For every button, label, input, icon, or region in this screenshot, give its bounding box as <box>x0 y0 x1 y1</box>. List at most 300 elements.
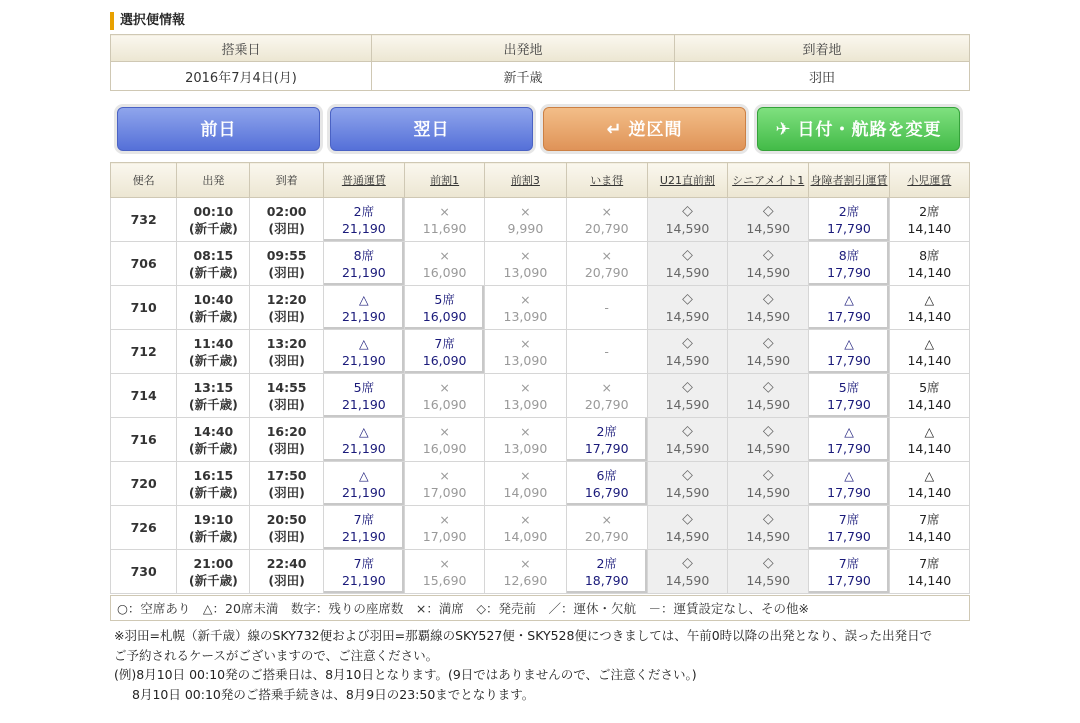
fare-price: 18,790 <box>584 572 629 588</box>
fare-price: 16,790 <box>584 484 629 500</box>
fare-price: 21,190 <box>341 572 386 588</box>
fare-cell <box>728 242 809 286</box>
column-header[interactable]: 普通運賃 <box>323 163 404 198</box>
fare-cell <box>405 462 485 506</box>
seat-status: × <box>601 511 612 527</box>
seat-status: 2席 <box>596 423 617 439</box>
note-line: 8月10日 00:10発のご搭乗手続きは、8月9日の23:50までとなります。 <box>132 686 535 702</box>
seat-status: × <box>520 511 531 527</box>
seat-status: △ <box>359 291 369 307</box>
arrival-time <box>250 286 323 330</box>
fare-price: 14,590 <box>746 220 791 236</box>
departure-time <box>177 374 250 418</box>
fare-cell <box>647 330 727 374</box>
seat-status: 5席 <box>353 379 375 395</box>
fare-cell[interactable] <box>323 374 404 418</box>
arrival-time <box>250 198 323 242</box>
fare-price: 21,190 <box>341 484 386 500</box>
seat-status: × <box>520 379 531 395</box>
time-value: 22:40 <box>266 555 307 571</box>
fare-price: 16,090 <box>422 352 467 368</box>
fare-cell[interactable] <box>566 550 647 594</box>
fare-cell <box>889 198 969 242</box>
fare-cell[interactable] <box>809 242 889 286</box>
fare-price: 17,790 <box>827 352 871 368</box>
flight-number: 726 <box>111 506 177 550</box>
fare-price: 20,790 <box>584 396 629 412</box>
fare-price: 14,590 <box>665 484 710 500</box>
seat-status: ◇ <box>682 334 693 351</box>
fare-cell[interactable] <box>323 506 404 550</box>
flight-row <box>111 506 970 550</box>
seat-status: △ <box>844 335 854 351</box>
fare-cell <box>647 242 727 286</box>
airport-name: (新千歳) <box>188 572 238 588</box>
seat-status: ◇ <box>762 290 774 307</box>
fare-price: 21,190 <box>341 440 386 456</box>
flight-number: 730 <box>111 550 177 594</box>
fare-price: 17,790 <box>584 440 629 456</box>
fare-price: 17,090 <box>422 484 467 500</box>
note-line: ご予約されるケースがございますので、ご注意ください。 <box>114 647 439 663</box>
fare-cell <box>566 286 647 330</box>
seat-status: × <box>520 423 531 439</box>
seat-status: × <box>601 379 612 395</box>
fare-cell <box>728 462 809 506</box>
seat-status: 7席 <box>353 555 375 571</box>
airport-name: (新千歳) <box>188 220 238 236</box>
fare-price: 16,090 <box>422 440 467 456</box>
fare-price: 14,140 <box>907 396 952 412</box>
fare-cell <box>566 242 647 286</box>
info-header-destination: 到着地 <box>675 35 970 62</box>
fare-cell <box>485 286 566 330</box>
fare-cell <box>728 198 809 242</box>
next-day-button[interactable] <box>330 107 533 151</box>
column-header[interactable]: シニアメイト1 <box>728 163 809 198</box>
fare-price: 14,090 <box>503 484 548 500</box>
fare-cell <box>566 374 647 418</box>
fare-cell <box>566 198 647 242</box>
airport-name: (新千歳) <box>188 308 238 324</box>
fare-cell[interactable] <box>323 418 404 462</box>
airplane-icon: ✈ <box>775 119 792 140</box>
fare-price: 15,690 <box>422 572 467 588</box>
fare-cell[interactable] <box>405 330 485 374</box>
notes <box>114 626 974 704</box>
fare-cell <box>728 286 809 330</box>
time-value: 00:10 <box>193 203 234 219</box>
departure-time <box>177 506 250 550</box>
flight-number: 706 <box>111 242 177 286</box>
fare-cell[interactable] <box>405 286 485 330</box>
airport-name: (羽田) <box>268 352 305 368</box>
flight-number: 716 <box>111 418 177 462</box>
fare-cell <box>728 550 809 594</box>
column-header[interactable]: 前割1 <box>405 163 485 198</box>
seat-status: ◇ <box>682 290 693 307</box>
seat-status: △ <box>924 467 935 483</box>
seat-status: △ <box>844 423 854 439</box>
seat-status: × <box>439 203 450 219</box>
seat-status: ◇ <box>682 554 693 571</box>
time-value: 20:50 <box>266 511 307 527</box>
seat-status: × <box>601 203 612 219</box>
fare-price: 14,590 <box>746 484 791 500</box>
seat-status: ◇ <box>762 554 774 571</box>
fare-cell <box>647 198 727 242</box>
fare-cell <box>728 418 809 462</box>
fare-price: 14,590 <box>665 572 710 588</box>
fare-cell <box>647 462 727 506</box>
seat-status: × <box>439 555 450 571</box>
arrival-time <box>250 506 323 550</box>
time-value: 21:00 <box>193 555 234 571</box>
fare-price: 21,190 <box>341 308 386 324</box>
fare-table <box>110 162 970 594</box>
fare-price: 12,690 <box>503 572 548 588</box>
seat-status: △ <box>359 335 369 351</box>
navigation-buttons <box>110 107 970 157</box>
flight-number: 732 <box>111 198 177 242</box>
previous-day-label: 前日 <box>200 120 237 140</box>
seat-status: △ <box>924 423 935 439</box>
column-header[interactable]: 小児運賃 <box>889 163 969 198</box>
time-value: 13:15 <box>193 379 234 395</box>
fare-cell <box>405 418 485 462</box>
flight-number: 712 <box>111 330 177 374</box>
fare-price: 14,590 <box>665 264 710 280</box>
fare-price: 14,140 <box>907 308 952 324</box>
airport-name: (新千歳) <box>188 440 238 456</box>
fare-price: 21,190 <box>341 396 386 412</box>
fare-cell <box>485 374 566 418</box>
seat-status: 7席 <box>919 511 940 527</box>
arrival-time <box>250 374 323 418</box>
fare-cell <box>405 550 485 594</box>
fare-price: 20,790 <box>584 220 629 236</box>
time-value: 16:15 <box>193 467 234 483</box>
fare-price: 14,140 <box>907 264 952 280</box>
departure-time <box>177 198 250 242</box>
departure-time <box>177 330 250 374</box>
fare-cell <box>889 550 969 594</box>
fare-price: 14,140 <box>907 528 952 544</box>
fare-price: 21,190 <box>341 220 386 236</box>
arrival-time <box>250 462 323 506</box>
time-value: 13:20 <box>266 335 307 351</box>
fare-price: 14,590 <box>746 352 791 368</box>
flight-row <box>111 462 970 506</box>
fare-price: 21,190 <box>341 352 386 368</box>
seat-status: 7席 <box>838 555 860 571</box>
fare-price: 16,090 <box>422 396 467 412</box>
fare-price: 14,590 <box>665 396 710 412</box>
flight-row <box>111 198 970 242</box>
seat-status: - <box>604 344 609 359</box>
airport-name: (羽田) <box>268 396 305 412</box>
fare-price: 21,190 <box>341 264 386 280</box>
airport-name: (羽田) <box>268 440 305 456</box>
fare-cell[interactable] <box>323 550 404 594</box>
fare-price: 9,990 <box>507 220 544 236</box>
seat-status: ◇ <box>762 246 774 263</box>
seat-status: ◇ <box>762 378 774 395</box>
seat-status: ◇ <box>762 466 774 483</box>
seat-status: 7席 <box>434 335 455 351</box>
departure-time <box>177 550 250 594</box>
info-destination: 羽田 <box>675 62 970 91</box>
time-value: 19:10 <box>193 511 234 527</box>
time-value: 09:55 <box>266 247 307 263</box>
airport-name: (羽田) <box>268 220 305 236</box>
seat-status: × <box>520 335 531 351</box>
arrival-time <box>250 418 323 462</box>
fare-cell[interactable] <box>809 286 889 330</box>
fare-price: 14,140 <box>907 352 952 368</box>
fare-cell[interactable] <box>323 286 404 330</box>
fare-price: 11,690 <box>422 220 467 236</box>
airport-name: (羽田) <box>268 528 305 544</box>
seat-status: × <box>439 379 450 395</box>
fare-price: 14,140 <box>907 440 952 456</box>
info-date: 2016年7月4日(月) <box>111 62 372 91</box>
fare-price: 13,090 <box>503 440 548 456</box>
fare-price: 20,790 <box>584 264 629 280</box>
departure-time <box>177 462 250 506</box>
flight-row <box>111 550 970 594</box>
fare-cell <box>485 550 566 594</box>
note-line: (例)8月10日 00:10発のご搭乗日は、8月10日となります。(9日ではありませんので、ご注意ください。) <box>114 667 697 682</box>
seat-status: ◇ <box>762 422 774 439</box>
fare-cell[interactable] <box>809 198 889 242</box>
fare-cell <box>889 330 969 374</box>
seat-status: 7席 <box>838 511 860 527</box>
fare-cell[interactable] <box>809 418 889 462</box>
flight-number: 714 <box>111 374 177 418</box>
fare-cell[interactable] <box>566 462 647 506</box>
seat-status: △ <box>924 335 935 351</box>
seat-status: 5席 <box>838 379 860 395</box>
seat-status: 2席 <box>596 555 617 571</box>
fare-price: 14,590 <box>665 220 710 236</box>
note-line: ※羽田=札幌（新千歳）線のSKY732便および羽田=那覇線のSKY527便・SKY528便につきましては、午前0時以降の出発となり、誤った出発日で <box>114 628 933 643</box>
fare-cell <box>405 374 485 418</box>
symbol-legend: ○：空席あり △：20席未満 数字：残りの座席数 ×：満席 ◇：発売前 ／：運休・欠航 －：運賃設定なし、その他※ <box>110 595 970 621</box>
column-header: 出発 <box>177 163 250 198</box>
airport-name: (新千歳) <box>188 528 238 544</box>
seat-status: △ <box>359 423 369 439</box>
time-value: 17:50 <box>266 467 307 483</box>
airport-name: (羽田) <box>268 484 305 500</box>
fare-cell <box>485 418 566 462</box>
airport-name: (新千歳) <box>188 264 238 280</box>
seat-status: × <box>520 555 531 571</box>
fare-cell <box>647 286 727 330</box>
departure-time <box>177 418 250 462</box>
fare-cell <box>889 374 969 418</box>
fare-cell[interactable] <box>809 462 889 506</box>
fare-price: 14,590 <box>665 440 710 456</box>
airport-name: (羽田) <box>268 308 305 324</box>
info-origin: 新千歳 <box>372 62 675 91</box>
fare-price: 14,090 <box>503 528 548 544</box>
arrival-time <box>250 242 323 286</box>
fare-cell <box>566 506 647 550</box>
seat-status: ◇ <box>682 422 693 439</box>
seat-status: △ <box>844 467 854 483</box>
change-date-route-label: 日付・航路を変更 <box>797 120 942 140</box>
fare-cell <box>889 506 969 550</box>
arrival-time <box>250 550 323 594</box>
fare-cell <box>889 242 969 286</box>
fare-table-header <box>111 163 970 198</box>
fare-cell[interactable] <box>809 330 889 374</box>
fare-cell[interactable] <box>566 418 647 462</box>
seat-status: 6席 <box>596 467 617 483</box>
reverse-route-label: 逆区間 <box>628 120 683 140</box>
fare-price: 14,590 <box>746 440 791 456</box>
fare-cell <box>485 330 566 374</box>
seat-status: × <box>520 291 531 307</box>
seat-status: ◇ <box>762 334 774 351</box>
seat-status: × <box>439 247 450 263</box>
fare-cell <box>405 242 485 286</box>
fare-cell <box>647 550 727 594</box>
fare-price: 14,590 <box>746 572 791 588</box>
fare-price: 14,590 <box>746 528 791 544</box>
next-day-label: 翌日 <box>413 120 450 140</box>
fare-price: 20,790 <box>584 528 629 544</box>
time-value: 16:20 <box>266 423 307 439</box>
section-title: 選択便情報 <box>110 12 185 30</box>
airport-name: (羽田) <box>268 572 305 588</box>
seat-status: ◇ <box>682 246 693 263</box>
airport-name: (羽田) <box>268 264 305 280</box>
change-date-route-button[interactable] <box>757 107 960 151</box>
column-header: 到着 <box>250 163 323 198</box>
fare-price: 14,590 <box>665 528 710 544</box>
seat-status: - <box>604 300 609 315</box>
fare-cell <box>889 286 969 330</box>
fare-cell <box>728 374 809 418</box>
seat-status: × <box>520 247 531 263</box>
seat-status: △ <box>844 291 854 307</box>
fare-price: 14,590 <box>665 352 710 368</box>
seat-status: 7席 <box>919 555 940 571</box>
fare-price: 14,140 <box>907 220 952 236</box>
fare-price: 17,090 <box>422 528 467 544</box>
fare-price: 13,090 <box>503 308 548 324</box>
seat-status: 8席 <box>838 247 860 263</box>
seat-status: × <box>439 511 450 527</box>
fare-cell <box>889 462 969 506</box>
column-header[interactable]: 前割3 <box>485 163 566 198</box>
arrival-time <box>250 330 323 374</box>
seat-status: 5席 <box>434 291 455 307</box>
fare-cell[interactable] <box>809 374 889 418</box>
seat-status: 2席 <box>353 203 375 219</box>
seat-status: 8席 <box>353 247 375 263</box>
fare-cell[interactable] <box>323 330 404 374</box>
fare-cell <box>647 374 727 418</box>
fare-price: 14,590 <box>746 308 791 324</box>
seat-status: ◇ <box>762 510 774 527</box>
seat-status: ◇ <box>682 378 693 395</box>
fare-price: 13,090 <box>503 352 548 368</box>
fare-price: 17,790 <box>827 528 871 544</box>
fare-cell[interactable] <box>809 550 889 594</box>
fare-cell <box>485 462 566 506</box>
time-value: 14:55 <box>266 379 307 395</box>
fare-cell <box>647 506 727 550</box>
fare-cell[interactable] <box>323 242 404 286</box>
column-header[interactable]: いま得 <box>566 163 647 198</box>
seat-status: 2席 <box>838 203 860 219</box>
seat-status: ◇ <box>682 510 693 527</box>
time-value: 11:40 <box>193 335 234 351</box>
fare-price: 13,090 <box>503 396 548 412</box>
previous-day-button[interactable] <box>117 107 320 151</box>
seat-status: ◇ <box>682 202 693 219</box>
flight-row <box>111 330 970 374</box>
fare-price: 21,190 <box>341 528 386 544</box>
flight-row <box>111 418 970 462</box>
fare-cell <box>485 198 566 242</box>
time-value: 14:40 <box>193 423 234 439</box>
seat-status: × <box>439 467 450 483</box>
selected-flight-info <box>110 34 970 91</box>
fare-price: 14,590 <box>746 396 791 412</box>
airport-name: (新千歳) <box>188 352 238 368</box>
time-value: 12:20 <box>266 291 307 307</box>
time-value: 02:00 <box>266 203 307 219</box>
fare-price: 16,090 <box>422 264 467 280</box>
flight-number: 720 <box>111 462 177 506</box>
fare-price: 16,090 <box>422 308 467 324</box>
fare-cell <box>485 242 566 286</box>
fare-cell <box>889 418 969 462</box>
fare-cell <box>728 330 809 374</box>
fare-cell[interactable] <box>323 198 404 242</box>
reverse-route-button[interactable] <box>543 107 746 151</box>
fare-price: 17,790 <box>827 308 871 324</box>
fare-price: 17,790 <box>827 220 871 236</box>
fare-price: 14,590 <box>746 264 791 280</box>
seat-status: △ <box>924 291 935 307</box>
seat-status: × <box>520 467 531 483</box>
airport-name: (新千歳) <box>188 396 238 412</box>
seat-status: ◇ <box>682 466 693 483</box>
departure-time <box>177 242 250 286</box>
fare-price: 17,790 <box>827 264 871 280</box>
fare-cell <box>566 330 647 374</box>
fare-price: 14,590 <box>665 308 710 324</box>
info-header-origin: 出発地 <box>372 35 675 62</box>
fare-cell <box>405 198 485 242</box>
fare-price: 13,090 <box>503 264 548 280</box>
column-header[interactable]: 身障者割引運賃 <box>809 163 889 198</box>
fare-price: 17,790 <box>827 572 871 588</box>
fare-price: 17,790 <box>827 440 871 456</box>
departure-time <box>177 286 250 330</box>
column-header[interactable]: U21直前割 <box>647 163 727 198</box>
seat-status: × <box>601 247 612 263</box>
seat-status: ◇ <box>762 202 774 219</box>
fare-cell[interactable] <box>323 462 404 506</box>
fare-cell <box>728 506 809 550</box>
fare-cell[interactable] <box>809 506 889 550</box>
